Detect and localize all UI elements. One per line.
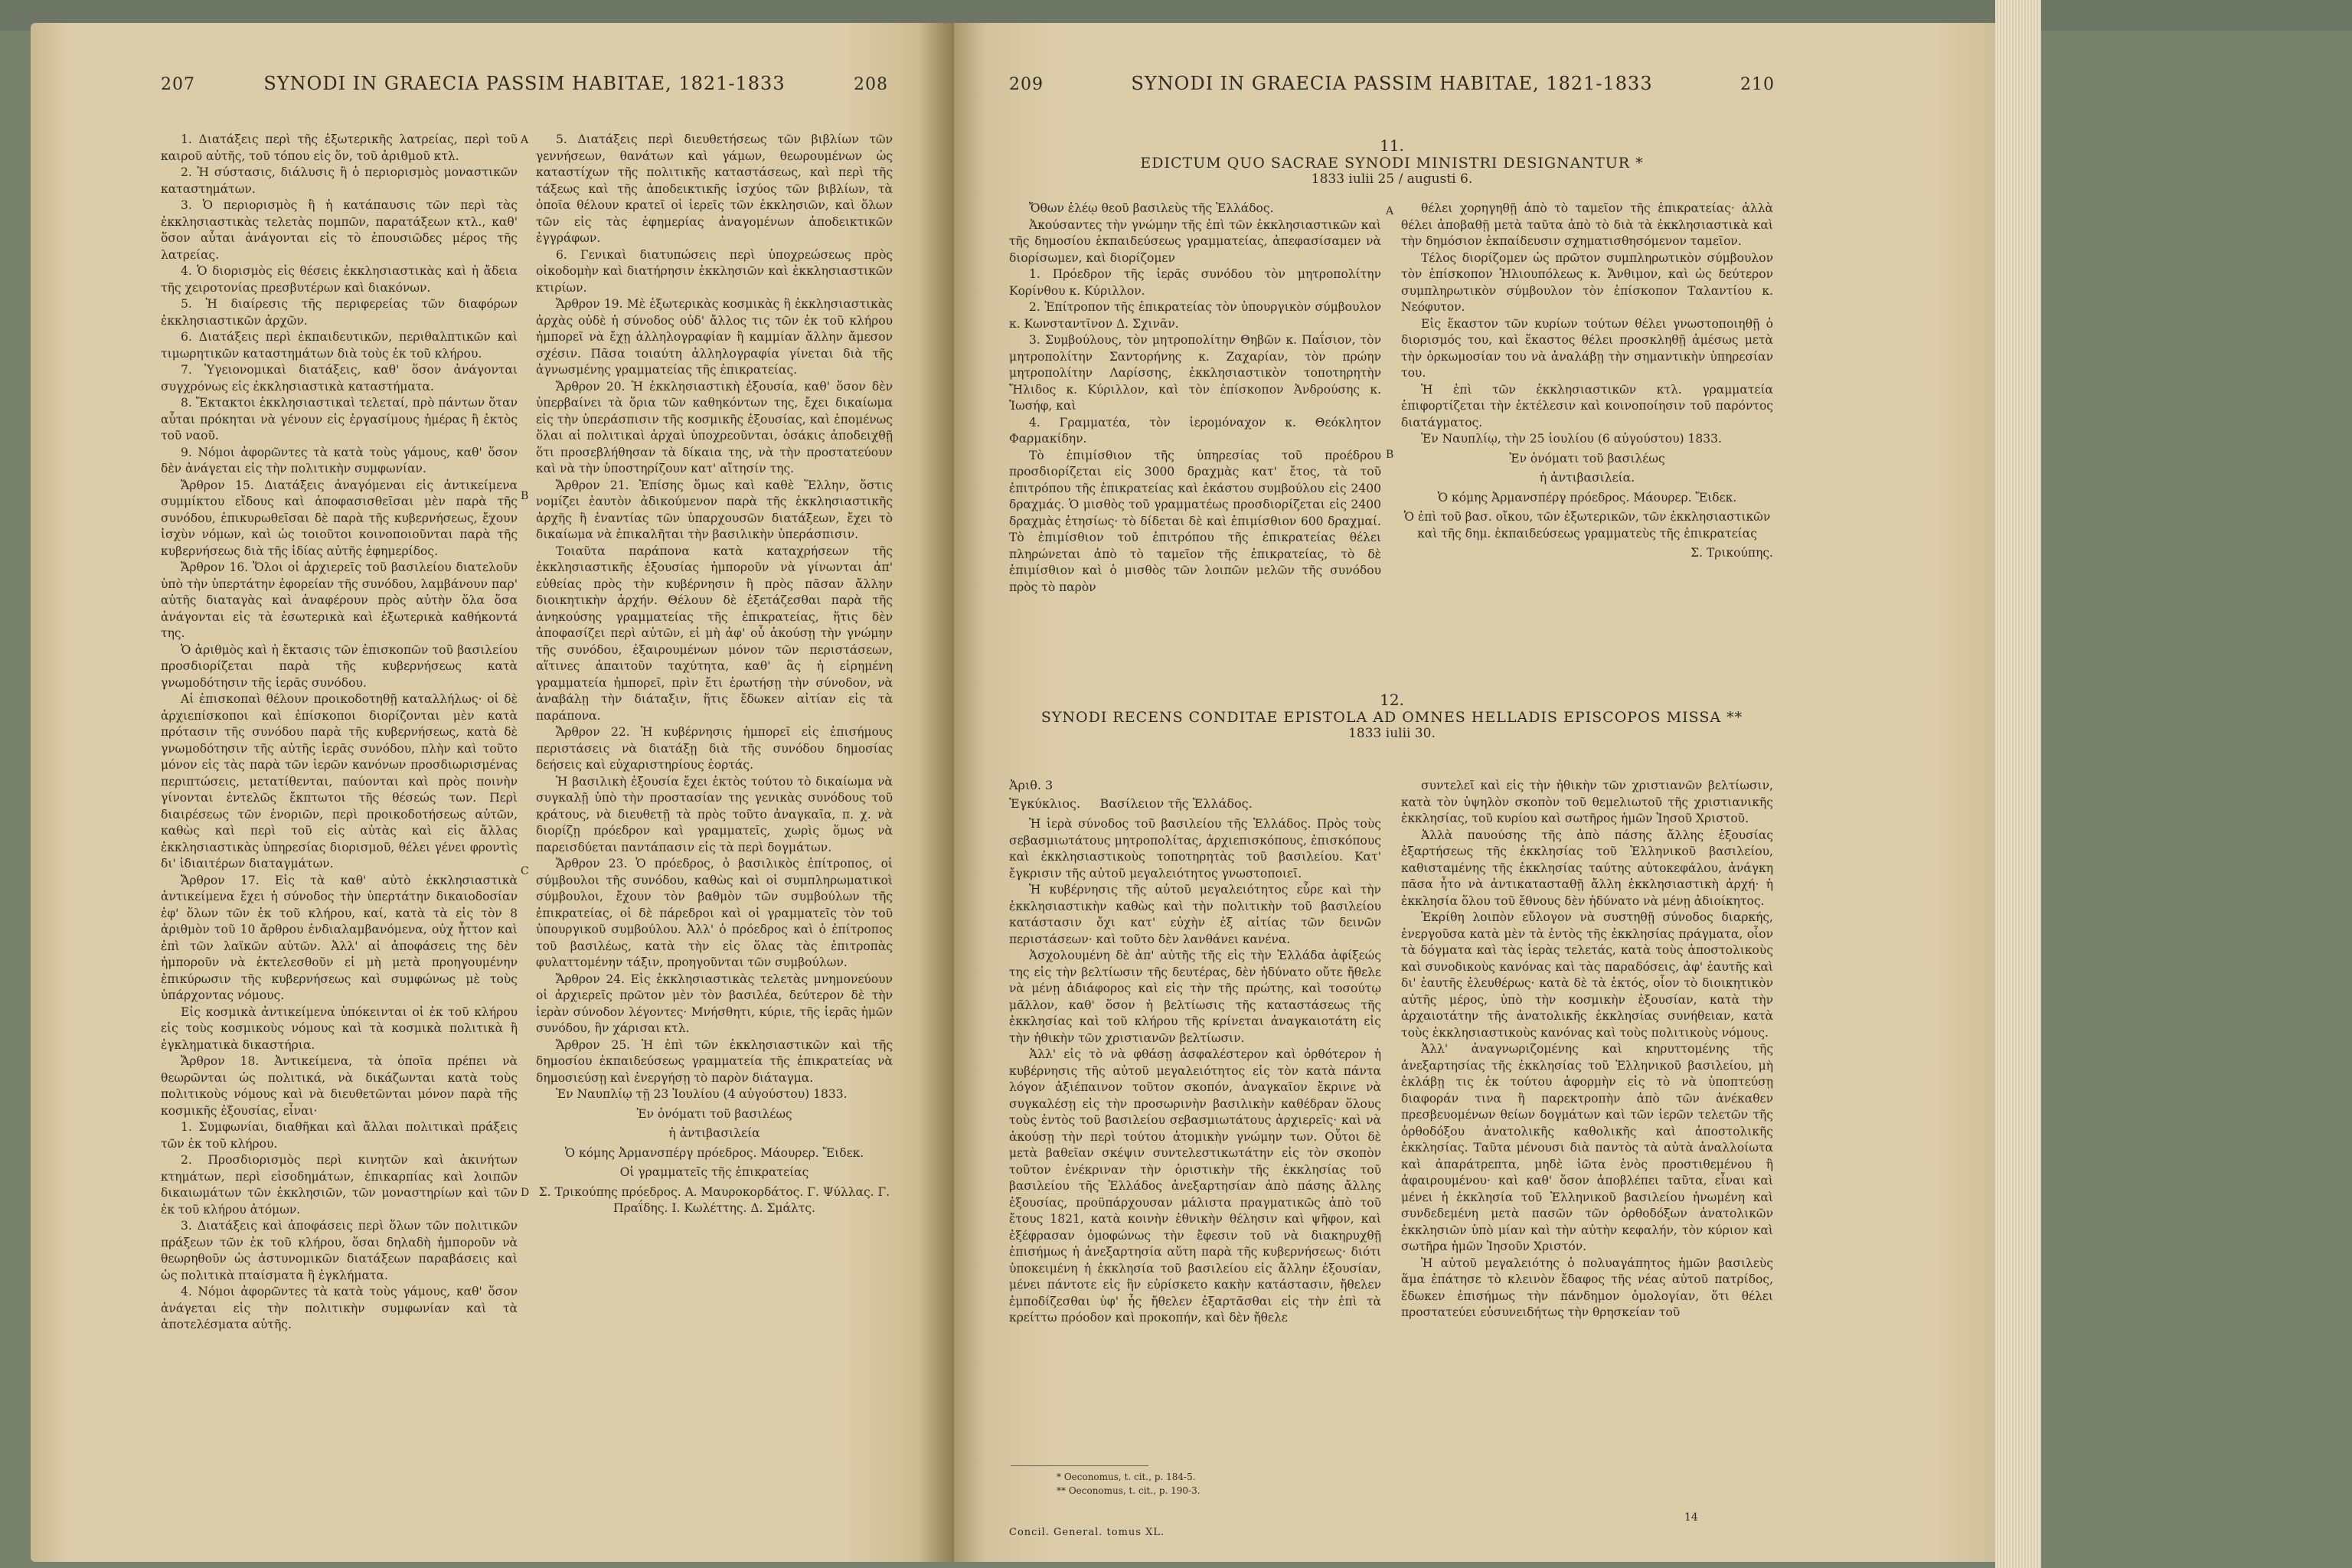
doc-12-title: SYNODI RECENS CONDITAE EPISTOLA AD OMNES HELLADIS EPISCOPOS MISSA ** [1040, 709, 1743, 726]
paragraph: 5. Διατάξεις περὶ διευθετήσεως τῶν βιβλίων τῶν γεννήσεων, θανάτων καὶ γάμων, θεωρουμένων ὡς καταστίχων τῆς πολιτικῆς καταστάσεως, καὶ περὶ τῆς τάξεως καὶ τῆς ἀποδεικτικῆς ἰσχύος τῶν βιβλίων, τὰ ὁποῖα θέλουν κρατεῖ οἱ ἱερεῖς τῶν ἐκκλησιῶν, καὶ ὅλων τῶν εἰς τὰς ἐφημερίας ἀναγομένων ἀποδεικτικῶν ἐγγράφων. [536, 132, 893, 245]
right-running-title: SYNODI IN GRAECIA PASSIM HABITAE, 1821-1833 [1131, 73, 1653, 94]
signature-line: Ἐν ὀνόματι τοῦ βασιλέως [636, 1106, 792, 1121]
footnote-2: ** Oeconomus, t. cit., p. 190-3. [1057, 1485, 1200, 1496]
paragraph: 3. Διατάξεις καὶ ἀποφάσεις περὶ ὅλων τῶν πολιτικῶν πράξεων τῶν ἐκ τοῦ κλήρου, ὅσαι δηλαδὴ ἠμποροῦν νὰ θεωρηθοῦν ὡς ἀστυνομικῶν διατάξεων παραβάσεις καὶ ὡς πολιτικὰ πταίσματα ἢ ἐγκλήματα. [161, 1219, 518, 1282]
paragraph: Ἐκρίθη λοιπὸν εὔλογον νὰ συστηθῇ σύνοδος διαρκής, ἐνεργοῦσα κατὰ μὲν τὰ ἐντὸς τῆς ἐκκλησίας πράγματα, οἷον τὰ δόγματα καὶ τὰς ἱερὰς τελετάς, κατὰ τοὺς ἀποστολικοὺς καὶ συνοδικοὺς κανόνας καὶ τὰς παραδόσεις, ἀφ' ἑαυτῆς καὶ δι' ἑαυτῆς ἐλευθέρως· κατὰ δὲ τὰ ἐκτός, οἷον τὸ διοικητικὸν αὐτῆς μέρος, ὑπὸ τὴν κοσμικὴν ἐξουσίαν, κατὰ τὴν ἀρχαιοτάτην τῆς ἀνατολικῆς ἐκκλησίας συνήθειαν, κατὰ τοὺς ἐκκλησιαστικοὺς κανόνας καὶ τοὺς πολιτικοὺς νόμους. [1401, 910, 1773, 1040]
paragraph: 1. Διατάξεις περὶ τῆς ἐξωτερικῆς λατρείας, περὶ τοῦ καιροῦ αὐτῆς, τοῦ τόπου εἰς ὅν, τοῦ ἀριθμοῦ κτλ. [161, 132, 518, 163]
paragraph: συντελεῖ καὶ εἰς τὴν ἠθικὴν τῶν χριστιανῶν βελτίωσιν, κατὰ τὸν ὑψηλὸν σκοπὸν τοῦ θεμελιωτοῦ τῆς χριστιανικῆς ἐκκλησίας, τοῦ κυρίου καὶ σωτῆρος ἡμῶν Ἰησοῦ Χριστοῦ. [1401, 779, 1773, 825]
paragraph: 2. Ἐπίτροπον τῆς ἐπικρατείας τὸν ὑπουργικὸν σύμβουλον κ. Κωνσταντῖνον Δ. Σχινᾶν. [1009, 300, 1381, 331]
paragraph: Ἄρθρον 23. Ὁ πρόεδρος, ὁ βασιλικὸς ἐπίτροπος, οἱ σύμβουλοι τῆς συνόδου, καθὼς καὶ οἱ συμπληρωματικοὶ σύμβουλοι, ἔχουν τὸν βαθμὸν τῶν συμβούλων τῆς ἐπικρατείας, οἱ δὲ πάρεδροι καὶ οἱ γραμματεῖς τὸν τοῦ ὑπουργικοῦ συμβούλου. Ἀλλ' ὁ πρόεδρος καὶ ὁ ἐπίτροπος τοῦ βασιλέως, κατὰ τὴν εἰς ὅλας τὰς ἐπιτροπὰς φυλαττομένην τάξιν, προηγοῦνται τῶν συμβούλων. [536, 857, 893, 969]
doc-12-reference-number: Ἀριθ. 3 [1009, 778, 1054, 792]
paragraph: Ἐν Ναυπλίῳ τῇ 23 Ἰουλίου (4 αὐγούστου) 1833. [556, 1087, 848, 1101]
paragraph: 4. Νόμοι ἀφορῶντες τὰ κατὰ τοὺς γάμους, καθ' ὅσον ἀνάγεται εἰς τὴν πολιτικὴν συμφωνίαν καὶ τὰ ἀποτελέσματα αὐτῆς. [161, 1285, 518, 1331]
paragraph: Ἄρθρον 19. Μὲ ἐξωτερικὰς κοσμικὰς ἢ ἐκκλησιαστικὰς ἀρχὰς οὐδὲ ἡ σύνοδος οὐδ' ἄλλος τις τῶν ἐκ τοῦ κλήρου ἠμπορεῖ νὰ ἔχῃ ἀλληλογραφίαν ἢ καμμίαν ἄλλην ἄμεσον σχέσιν. Πᾶσα τοιαύτη ἀλληλογραφία γίνεται διὰ τῆς ἁγνωσμένης γραμματείας τῆς ἐπικρατείας. [536, 297, 893, 377]
paragraph: 5. Ἡ διαίρεσις τῆς περιφερείας τῶν διαφόρων ἐκκλησιαστικῶν ἀρχῶν. [161, 297, 518, 328]
paragraph: Τέλος διορίζομεν ὡς πρῶτον συμπληρωτικὸν σύμβουλον τὸν ἐπίσκοπον Ἡλιουπόλεως κ. Ἄνθιμον, καὶ ὡς δεύτερον συμπληρωτικὸν σύμβουλον τὸν ἐπίσκοπον Ταλαντίου κ. Νεόφυτον. [1401, 250, 1773, 314]
paragraph: Ἡ ἱερὰ σύνοδος τοῦ βασιλείου τῆς Ἑλλάδος. Πρὸς τοὺς σεβασμιωτάτους μητροπολίτας, ἀρχιεπισκόπους, ἐπισκόπους καὶ ἐκκλησιαστικοὺς τοποτηρητὰς τοῦ βασιλείου. Κατ' ἔγκρισιν τῆς αὐτοῦ μεγαλειότητος γνωστοποιεῖ. [1009, 817, 1381, 880]
page-number-208: 208 [853, 75, 888, 94]
doc-11-column-2 [1401, 201, 1773, 691]
paragraph: Ἄρθρον 18. Ἀντικείμενα, τὰ ὁποῖα πρέπει νὰ θεωρῶνται ὡς πολιτικά, νὰ δικάζωνται κατὰ τοὺς πολιτικοὺς νόμους καὶ νὰ διευθετῶνται μόνον παρὰ τῆς κοσμικῆς ἐξουσίας, εἶναι· [161, 1054, 518, 1118]
right-margin-letter-b: B [1386, 449, 1394, 461]
left-running-head [161, 73, 888, 94]
paragraph: Τοιαῦτα παράπονα κατὰ καταχρήσεων τῆς ἐκκλησιαστικῆς ἐξουσίας ἠμποροῦν νὰ γίνωνται ἀπ' εὐθείας πρὸς τὴν κυβέρνησιν ἢ πρὸς πᾶσαν ἄλλην διοικητικὴν ἀρχήν. Θέλουν δὲ ἐξετάζεσθαι παρὰ τῆς ἀνηκούσης γραμματείας τῆς ἐπικρατείας, ἥτις δὲν ἀποφασίζει περὶ αὐτῶν, εἰ μὴ ἀφ' οὗ ἀκούσῃ τὴν γνώμην τῆς συνόδου, ἐξαιρουμένων μόνον τῶν περιστάσεων, αἵτινες ἀπαιτοῦν ταχύτητα, καθ' ἃς ἡ εἰρημένη γραμματεία ἠμπορεῖ, πρὶν ἔτι ἐρωτήσῃ τὴν σύνοδον, νὰ ἀναβάλῃ τὴν διάταξιν, ἥτις ἔδωκεν αἰτίαν εἰς τὰ παράπονα. [536, 544, 893, 723]
doc-12-column-2 [1401, 778, 1773, 1459]
signature-line: Ἐν ὀνόματι τοῦ βασιλέως [1509, 451, 1665, 466]
paragraph: Ἄρθρον 21. Ἐπίσης ὅμως καὶ καθὲ Ἕλλην, ὅστις νομίζει ἑαυτὸν ἀδικούμενον παρὰ τῆς ἐκκλησιαστικῆς ἀρχῆς ἢ ἐναντίας τῶν ὑπαρχουσῶν διατάξεων, ἔχει τὸ δικαίωμα νὰ ἐπικαλῆται τὴν βασιλικὴν ὑπεράσπισιν. [536, 478, 893, 541]
paragraph: Τὸ ἐπιμίσθιον τῆς ὑπηρεσίας τοῦ προέδρου προσδιορίζεται εἰς 3000 δραχμὰς κατ' ἔτος, τὰ τοῦ ἐπιτρόπου τῆς ἐπικρατείας καὶ ἑκάστου συμβούλου εἰς 2400 δραχμάς. Ὁ μισθὸς τοῦ γραμματέως προσδιορίζεται εἰς 2400 δραχμὰς ἐτησίως· τὸ δίδεται δὲ καὶ ἐπιμίσθιον 600 δραχμαί. Τὸ ἐπιμίσθιον τοῦ ἐπιτρόπου τῆς ἐπικρατείας θέλει πληρώνεται ἀπὸ τὸ ταμεῖον τῆς ἐπικρατείας, τὸ δὲ ἐπιμίσθιον καὶ ὁ μισθὸς τῶν λοιπῶν μελῶν τῆς συνόδου πρὸς τὸ παρὸν [1009, 448, 1381, 594]
paragraph: θέλει χορηγηθῇ ἀπὸ τὸ ταμεῖον τῆς ἐπικρατείας· ἀλλὰ θέλει ἀποβαθῇ μετὰ ταῦτα ἀπὸ τὸ διὰ τὰ ἐκκλησιαστικὰ καὶ τὴν δημόσιον ἐκπαίδευσιν σχηματισθησόμενον ταμεῖον. [1401, 201, 1773, 248]
doc-11-column-1 [1009, 201, 1381, 691]
paragraph: 3. Ὁ περιορισμὸς ἢ ἡ κατάπαυσις τῶν περὶ τὰς ἐκκλησιαστικὰς τελετὰς πομπῶν, παρατάξεων κτλ., καθ' ὅσον αὖται ἀνάγονται εἰς τὸ ἐπουσιῶδες μέρος τῆς λατρείας. [161, 198, 518, 262]
doc-11-number: 11. [1380, 136, 1404, 155]
paragraph: 2. Ἡ σύστασις, διάλυσις ἢ ὁ περιορισμὸς μοναστικῶν καταστημάτων. [161, 165, 518, 196]
paragraph: 6. Διατάξεις περὶ ἐκπαιδευτικῶν, περιθαλπτικῶν καὶ τιμωρητικῶν καταστημάτων διὰ τοὺς ἐκ τοῦ κλήρου. [161, 330, 518, 361]
paragraph: Ἐν Ναυπλίῳ, τὴν 25 ἰουλίου (6 αὐγούστου) 1833. [1421, 432, 1722, 446]
paragraph: Ἀλλ' ἀναγνωριζομένης καὶ κηρυττομένης τῆς ἀνεξαρτησίας τῆς ἐκκλησίας τοῦ Ἑλληνικοῦ βασιλείου, μὴ ἐκλάβῃ τις ἐκ τούτου ἀφορμὴν εἰς τὸ νὰ ὑποπτεύσῃ διαφοράν τινα ἢ παρεκτροπὴν ἀπὸ τῶν ἀνέκαθεν πρεσβευομένων θείων δογμάτων καὶ τῶν ἱερῶν τελετῶν τῆς ὀρθοδόξου ἀνατολικῆς καθολικῆς καὶ ἀποστολικῆς ἐκκλησίας. Ταῦτα μένουσι διὰ παντὸς τὰ αὐτὰ ἀναλλοίωτα καὶ ἀπαράτρεπτα, μηδὲ ἰῶτα ἑνὸς προστιθεμένου ἢ ἀφαιρουμένου· καὶ καθ' ὅσον ἀποβλέπει ταῦτα, εἶναι καὶ μένει ἡ ἐκκλησία τοῦ Ἑλληνικοῦ βασιλείου ἡνωμένη καὶ συνδεδεμένη μετὰ πασῶν τῶν ὀρθοδόξων ἀνατολικῶν ἐκκλησιῶν ὑπὸ μίαν καὶ τὴν αὐτὴν κεφαλήν, τὸν κύριον καὶ σωτῆρα ἡμῶν Ἰησοῦν Χριστόν. [1401, 1042, 1773, 1253]
paragraph: Ἡ κυβέρνησις τῆς αὐτοῦ μεγαλειότητος εὗρε καὶ τὴν ἐκκλησιαστικὴν καθὼς καὶ τὴν πολιτικὴν τοῦ βασιλείου κατάστασιν ὄχι κατ' εὐχὴν ἐξ αἰτίας τῶν δεινῶν περιστάσεων· καὶ τοῦτο δὲν λανθάνει κανένα. [1009, 883, 1381, 946]
paragraph: 4. Ὁ διορισμὸς εἰς θέσεις ἐκκλησιαστικὰς καὶ ἡ ἄδεια τῆς χειροτονίας πρεσβυτέρων καὶ διακόνων. [161, 264, 518, 295]
paragraph: 1. Πρόεδρον τῆς ἱερᾶς συνόδου τὸν μητροπολίτην Κορίνθου κ. Κύριλλον. [1009, 267, 1381, 298]
page-number-209: 209 [1009, 75, 1044, 94]
page-number-210: 210 [1740, 75, 1775, 94]
signature-line: ἡ ἀντιβασιλεία. [1539, 471, 1635, 485]
paragraph: 4. Γραμματέα, τὸν ἱερομόναχον κ. Θεόκλητον Φαρμακίδην. [1009, 415, 1381, 446]
paragraph: Ἀλλ' εἰς τὸ νὰ φθάσῃ ἀσφαλέστερον καὶ ὀρθότερον ἡ κυβέρνησις τῆς αὐτοῦ μεγαλειότητος εἰς τὸν κατὰ πάντα λόγον ἀξιέπαινον τοῦτον σκοπόν, ἀναγκαῖον ἔκρινε νὰ συγκαλέσῃ εἰς τὴν προσωρινὴν βασιλικὴν καθέδραν ὅλους τοὺς ἐντὸς τοῦ βασιλείου σεβασμιωτάτους ἀρχιερεῖς· καὶ νὰ ἀκούσῃ τὴν περὶ τούτου ἀτομικὴν γνώμην των. Οὗτοι δὲ μετὰ βαθεῖαν σκέψιν συντελεστικωτάτην εἰς τὸν σκοπὸν τοῦτον ἐνέκριναν τὴν ὁριστικὴν τῆς ἐκκλησίας τοῦ βασιλείου τῆς Ἑλλάδος ἀνεξαρτησίαν ἀπὸ πάσης ἄλλης ἐξουσίας, προϋπάρχουσαν μάλιστα πραγματικῶς ἀπὸ τοῦ ἔτους 1821, κατὰ κοινὴν ἐθνικὴν θέλησιν καὶ ψῆφον, καὶ ἐξέφρασαν ὁμοφώνως τὴν ἔφεσιν τοῦ νὰ διακηρυχθῇ ἐπισήμως ἡ ἀνεξαρτησία αὕτη παρὰ τῆς κυβερνήσεως· διότι ὑποκειμένη ἡ ἐκκλησία τοῦ βασιλείου εἰς ἄλλην ἐξουσίαν, μένει πάντοτε εἰς ἣν εὑρίσκετο κακὴν κατάστασιν, ἤθελεν ἐμποδίζεσθαι ὑφ' ἧς ἤθελεν ἐξαρτᾶσθαι εἰς τὴν ἐπὶ τὰ κρείττω πρόοδον καὶ προκοπήν, καὶ δὲν ἤθελε [1009, 1047, 1381, 1325]
paragraph: Ἄρθρον 22. Ἡ κυβέρνησις ἠμπορεῖ εἰς ἐπισήμους περιστάσεις νὰ διατάξῃ διὰ τῆς συνόδου δημοσίας δεήσεις καὶ εὐχαριστηρίους ἑορτάς. [536, 725, 893, 772]
paragraph: Ὄθων ἐλέῳ θεοῦ βασιλεὺς τῆς Ἑλλάδος. [1029, 201, 1274, 215]
paragraph: Ἡ αὐτοῦ μεγαλειότης ὁ πολυαγάπητος ἡμῶν βασιλεὺς ἅμα ἐπάτησε τὸ κλεινὸν ἔδαφος τῆς νέας αὐτοῦ πατρίδος, ἔδωκεν ἐπισήμως τὴν πάνδημον ὁμολογίαν, ὅτι θέλει προστατεύει εὐσυνειδήτως τὴν θρησκείαν τοῦ [1401, 1256, 1773, 1319]
doc-11-header [1009, 136, 1775, 187]
paragraph: Ἄρθρον 17. Εἰς τὰ καθ' αὐτὸ ἐκκλησιαστικὰ ἀντικείμενα ἔχει ἡ σύνοδος τὴν ὑπερτάτην δικαιοδοσίαν ἐφ' ὅλων τῶν ἐκ τοῦ κλήρου, καί, κατὰ τὰ εἰς τὸν 8 ἀριθμὸν τοῦ 10 ἄρθρου ἐνδιαλαμβανόμενα, οὐχ ἧττον καὶ ἐπὶ τῶν λαϊκῶν αὐτῶν. Ἀλλ' αἱ ἀποφάσεις της δὲν ἠμποροῦν νὰ ἐκτελεσθοῦν εἰ μὴ μετὰ προηγουμένην ἐπικύρωσιν τῆς κυβερνήσεως καὶ συμφώνως μὲ τοὺς ὑπάρχοντας νόμους. [161, 873, 518, 1002]
footnotes [1057, 1470, 1200, 1498]
paragraph: 1. Συμφωνίαι, διαθῆκαι καὶ ἄλλαι πολιτικαὶ πράξεις τῶν ἐκ τοῦ κλήρου. [161, 1120, 518, 1151]
paragraph: Ἄρθρον 25. Ἡ ἐπὶ τῶν ἐκκλησιαστικῶν καὶ τῆς δημοσίου ἐκπαιδεύσεως γραμματεία τῆς ἐπικρατείας νὰ δημοσιεύσῃ καὶ ἐνεργήσῃ τὸ παρὸν διάταγμα. [536, 1037, 893, 1085]
paragraph: Ἄρθρον 15. Διατάξεις ἀναγόμεναι εἰς ἀντικείμενα συμμίκτου εἴδους καὶ ἀποφασισθεῖσαι μὲν παρὰ τῆς συνόδου, ἐπικυρωθεῖσαι δὲ παρὰ τῆς κυβερνήσεως, ἔχουν ἰσχὺν νόμων, καὶ ὡς τοιοῦτοι κοινοποιοῦνται παρὰ τῆς κυβερνήσεως διὰ τῆς ἰδίας αὐτῆς ἐφημερίδος. [161, 478, 518, 558]
paragraph: 7. Ὑγειονομικαὶ διατάξεις, καθ' ὅσον ἀνάγονται συγχρόνως εἰς ἐκκλησιαστικὰ καταστήματα. [161, 363, 518, 394]
signature-line: Σ. Τρικούπης πρόεδρος. Α. Μαυροκορδάτος. Γ. Ψύλλας. Γ. Πραΐδης. Ι. Κωλέττης. Δ. Σμάλτς. [538, 1184, 890, 1215]
signature-line: Ὁ ἐπὶ τοῦ βασ. οἴκου, τῶν ἐξωτερικῶν, τῶν ἐκκλησιαστικῶν καὶ τῆς δημ. ἐκπαιδεύσεως γραμματεὺς τῆς ἐπικρατείας [1403, 510, 1771, 541]
paragraph: Αἱ ἐπισκοπαὶ θέλουν προικοδοτηθῇ καταλλήλως· οἱ δὲ ἀρχιεπίσκοποι καὶ ἐπίσκοποι διορίζονται μὲν κατὰ πρότασιν τῆς συνόδου παρὰ τῆς κυβερνήσεως, κατὰ δὲ γνωμοδότησιν τῆς αὐτῆς ἱερᾶς συνόδου, πλὴν καὶ τοῦτο μόνον εἰς τὰς παρὰ τῶν ἱερῶν κανόνων προσδιωρισμένας περιπτώσεις, μετατίθενται, παύονται καὶ πρὸς ποινὴν γίνονται ἐντελῶς ἔκπτωτοι τῆς θέσεώς των. Περὶ διαιρέσεως τῶν ἐνοριῶν, περὶ προικοδοτήσεως αὐτῶν, καθὼς καὶ περὶ τοῦ εἰς αὐτὰς καὶ εἰς ἄλλας ἐκκλησιαστικὰς ὑπηρεσίας διορισμοῦ, θέλει γένει φροντὶς δι' ἰδιαιτέρων διαταγμάτων. [161, 692, 518, 871]
paragraph: Ἄρθρον 16. Ὅλοι οἱ ἀρχιερεῖς τοῦ βασιλείου διατελοῦν ὑπὸ τὴν ὑπερτάτην ἐφορείαν τῆς συνόδου, λαμβάνουν παρ' αὐτῆς διαταγὰς καὶ ἀναφέρουν πρὸς αὐτὴν ὅλα ὅσα ἀνάγονται εἰς τὰ ἐσωτερικὰ καὶ ἐξωτερικὰ καθήκοντά της. [161, 560, 518, 640]
paragraph: 9. Νόμοι ἀφορῶντες τὰ κατὰ τοὺς γάμους, καθ' ὅσον δὲν ἀνάγεται εἰς τὴν πολιτικὴν συμφωνίαν. [161, 445, 518, 475]
margin-letter-a: A [521, 134, 529, 146]
paragraph: Ἀσχολουμένη δὲ ἀπ' αὐτῆς τῆς εἰς τὴν Ἑλλάδα ἀφίξεώς της εἰς τὴν βελτίωσιν τῆς δευτέρας, δὲν ἠδύνατο οὔτε ἤθελε νὰ μένῃ ἀδιάφορος καὶ εἰς τὴν τῆς πρώτης, καὶ τοσούτῳ μᾶλλον, καθ' ὅσον ἡ βελτίωσις τῆς καταστάσεως τῆς ἐκκλησίας καὶ τοῦ κλήρου τῆς κρίνεται ἀναγκαιοτάτη εἰς τὴν ἠθικὴν τῶν χριστιανῶν βελτίωσιν. [1009, 949, 1381, 1045]
signature-line: ἡ ἀντιβασιλεία [668, 1126, 760, 1140]
signature-mark: Concil. General. tomus XL. [1009, 1527, 1165, 1538]
footnote-rule [1011, 1465, 1148, 1466]
margin-letter-b: B [521, 490, 529, 502]
paragraph: Ἄρθρον 20. Ἡ ἐκκλησιαστικὴ ἐξουσία, καθ' ὅσον δὲν ὑπερβαίνει τὰ ὅρια τῶν καθηκόντων της, ἔχει δικαίωμα εἰς τὴν ὑπεράσπισιν τῆς κοσμικῆς ἐξουσίας, καὶ ἐπομένως ὅλαι αἱ πολιτικαὶ ἀρχαὶ ὑποχρεοῦνται, ὁσάκις ἀποδειχθῇ ὅτι προσεβλήθησαν τὰ δίκαια της, νὰ τὴν προστατεύουν καὶ νὰ τὴν ὑποστηρίζουν κατ' αἴτησίν της. [536, 379, 893, 475]
left-page-column-2 [536, 132, 893, 1533]
paragraph: Ἡ ἐπὶ τῶν ἐκκλησιαστικῶν κτλ. γραμματεία ἐπιφορτίζεται τὴν ἐκτέλεσιν καὶ κοινοποίησιν τοῦ παρόντος διατάγματος. [1401, 382, 1773, 430]
signature-line: Οἱ γραμματεῖς τῆς ἐπικρατείας [619, 1165, 809, 1179]
paragraph: 8. Ἔκτακτοι ἐκκλησιαστικαὶ τελεταί, πρὸ πάντων ὅταν αὗται πρόκηται νὰ γένουν εἰς ἐργασίμους ἡμέρας ἢ ἐκτὸς τοῦ ναοῦ. [161, 396, 518, 443]
doc-11-date: 1833 iulii 25 / augusti 6. [1311, 172, 1473, 187]
doc-12-heading-line: Ἐγκύκλιος. Βασίλειον τῆς Ἑλλάδος. [1009, 796, 1253, 811]
page-edges [1995, 0, 2041, 1568]
doc-12-number: 12. [1380, 691, 1404, 709]
paragraph: Εἰς ἕκαστον τῶν κυρίων τούτων θέλει γνωστοποιηθῇ ὁ διορισμός του, καὶ ἕκαστος θέλει προσκληθῇ ἀμέσως μετὰ τὴν ὁρκωμοσίαν του νὰ ἀναλάβῃ τὴν σημαντικὴν ὑπηρεσίαν του. [1401, 316, 1773, 380]
margin-letter-d: D [521, 1187, 530, 1199]
doc-12-header [1009, 691, 1775, 741]
doc-12-column-1 [1009, 816, 1381, 1459]
signature-line: Ὁ κόμης Ἀρμανσπέργ πρόεδρος. Μάουρερ. Ἔιδεκ. [564, 1145, 864, 1160]
paragraph: Ἀλλὰ παυούσης τῆς ἀπὸ πάσης ἄλλης ἐξουσίας ἐξαρτήσεως τῆς ἐκκλησίας τοῦ Ἑλληνικοῦ βασιλείου, καθισταμένης τῆς ἐκκλησίας ταύτης αὐτοκεφάλου, ἀνάγκη πᾶσα ἦτο νὰ ἀντικατασταθῇ ἄλλη ἐκκλησιαστικὴ ἀρχή· ἡ ἐκκλησία ὅλου τοῦ ἔθνους δὲν ἠδύνατο νὰ μένῃ ἀδιοίκητος. [1401, 828, 1773, 908]
paragraph: 3. Συμβούλους, τὸν μητροπολίτην Θηβῶν κ. Παΐσιον, τὸν μητροπολίτην Σαντορήνης κ. Ζαχαρίαν, τὸν πρώην μητροπολίτην Λαρίσσης, ἐκκλησιαστικὸν τοποτηρητὴν Ἤλιδος κ. Κύριλλον, καὶ τὸν ἐπίσκοπον Ἀνδρούσης κ. Ἰωσήφ, καὶ [1009, 333, 1381, 413]
paragraph: Ὁ ἀριθμὸς καὶ ἡ ἔκτασις τῶν ἐπισκοπῶν τοῦ βασιλείου προσδιορίζεται παρὰ τῆς κυβερνήσεως κατὰ γνωμοδότησιν τῆς ἱερᾶς συνόδου. [161, 642, 518, 690]
footnote-1: * Oeconomus, t. cit., p. 184-5. [1057, 1472, 1196, 1482]
margin-letter-c: C [521, 865, 529, 877]
paragraph: 2. Προσδιορισμὸς περὶ κινητῶν καὶ ἀκινήτων κτημάτων, περὶ εἰσοδημάτων, ἐπικαρπίας καὶ λοιπῶν δικαιωμάτων τῶν ἐκκλησιῶν, τῶν μοναστηρίων καὶ τῶν ἐκ τοῦ κλήρου ἀτόμων. [161, 1153, 518, 1217]
signature-number: 14 [1684, 1511, 1698, 1524]
right-margin-letter-a: A [1386, 205, 1394, 217]
signature-line: Ὁ κόμης Ἀρμανσπέργ πρόεδρος. Μάουρερ. Ἔιδεκ. [1437, 490, 1737, 505]
signature-line: Σ. Τρικούπης. [1690, 546, 1773, 560]
paragraph: 6. Γενικαὶ διατυπώσεις περὶ ὑποχρεώσεως πρὸς οἰκοδομὴν καὶ διατήρησιν ἐκκλησιῶν καὶ ἐκκλησιαστικῶν κτιρίων. [536, 247, 893, 295]
paragraph: Ἀκούσαντες τὴν γνώμην τῆς ἐπὶ τῶν ἐκκλησιαστικῶν καὶ τῆς δημοσίου ἐκπαιδεύσεως γραμματείας, ἀπεφασίσαμεν νὰ διορίσωμεν, καὶ διορίζομεν [1009, 217, 1381, 265]
paragraph: Εἰς κοσμικὰ ἀντικείμενα ὑπόκεινται οἱ ἐκ τοῦ κλήρου εἰς τοὺς κοσμικοὺς νόμους καὶ τὰ κοσμικὰ πολιτικὰ ἢ ἐγκληματικὰ δικαστήρια. [161, 1004, 518, 1052]
doc-11-title: EDICTUM QUO SACRAE SYNODI MINISTRI DESIGNANTUR * [1140, 155, 1644, 172]
paragraph: Ἄρθρον 24. Εἰς ἐκκλησιαστικὰς τελετὰς μνημονεύουν οἱ ἀρχιερεῖς πρῶτον μὲν τὸν βασιλέα, δεύτερον δὲ τὴν ἱερὰν σύνοδον λέγοντες· Μνήσθητι, κύριε, τῆς ἱερᾶς ἡμῶν συνόδου, ἣν χάρισαι κτλ. [536, 972, 893, 1035]
right-running-head [1009, 73, 1775, 94]
left-page-column-1 [161, 132, 518, 1533]
page-number-207: 207 [161, 75, 195, 94]
doc-12-date: 1833 iulii 30. [1348, 726, 1436, 741]
left-running-title: SYNODI IN GRAECIA PASSIM HABITAE, 1821-1833 [263, 73, 786, 94]
paragraph: Ἡ βασιλικὴ ἐξουσία ἔχει ἐκτὸς τούτου τὸ δικαίωμα νὰ συγκαλῇ ὑπὸ τὴν προστασίαν της γενικὰς συνόδους τοῦ κράτους, νὰ διευθετῇ τὰ πρὸς τοῦτο ἀναγκαῖα, π. χ. νὰ διορίζῃ πρόεδρον καὶ γραμματεῖς, χωρὶς ὅμως νὰ παρεισδύεται παντάπασιν εἰς τὰ περὶ δογμάτων. [536, 774, 893, 854]
